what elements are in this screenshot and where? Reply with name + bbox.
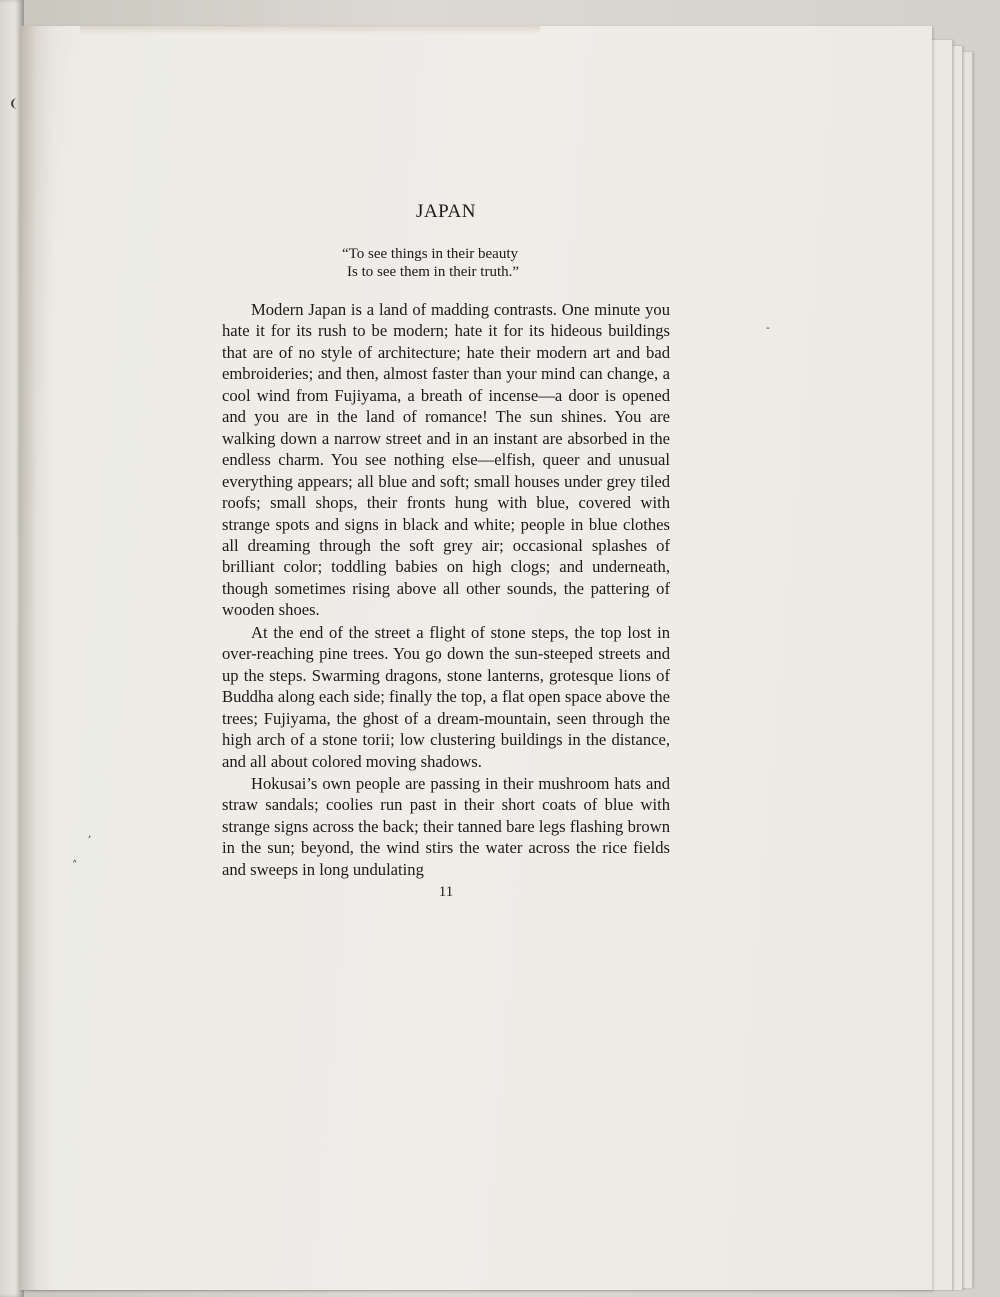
chapter-title: JAPAN bbox=[416, 201, 476, 222]
paper-speck: ˄ bbox=[72, 859, 78, 872]
epigraph-line: Is to see them in their truth.” bbox=[347, 264, 520, 280]
page-edge-wear bbox=[80, 26, 540, 34]
paragraph: At the end of the street a flight of stone steps, the top lost in over-reaching pine trees. You go down the sun-steeped streets and up the steps. Swarming dragons, stone lanterns, grotesque lions of Buddha along each side; finally the top, a flat open space above the trees; Fujiyama, the ghost of a dream-mountain, seen through the high arch of a stone torii; low clustering buildings in the distance, and all about colored moving shadows. bbox=[222, 622, 670, 771]
page-number: 11 bbox=[438, 884, 454, 901]
gutter-shadow bbox=[20, 26, 54, 1290]
page-text bbox=[222, 196, 670, 902]
paper-speck: - bbox=[766, 321, 770, 334]
paragraph: Hokusai’s own people are passing in their mushroom hats and straw sandals; coolies run past in their short coats of blue with strange signs across the back; their tanned bare legs flashing brown in the sun; beyond, the wind stirs the water across the rice fields and sweeps in long undulating bbox=[222, 773, 670, 879]
paragraph: Modern Japan is a land of madding contrasts. One minute you hate it for its rush to be modern; hate it for its hideous buildings that are of no style of architecture; hate their modern art and bad embroideries; and then, almost faster than your mind can change, a cool wind from Fujiyama, a breath of incense—a door is opened and you are in the land of romance! The sun shines. You are walking down a narrow street and in an instant are absorbed in the endless charm. You see nothing else—elfish, queer and unusual everything appears; all blue and soft; small houses under grey tiled roofs; small shops, their fronts hung with blue, covered with strange spots and signs in black and white; people in blue clothes all dreaming through the soft grey air; occasional splashes of brilliant color; toddling babies on high clogs; and underneath, though sometimes rising above all other sounds, the pattering of wooden shoes. bbox=[222, 300, 670, 620]
paper-speck: ❨ bbox=[9, 97, 19, 110]
epigraph-line: “To see things in their beauty bbox=[342, 246, 518, 262]
epigraph bbox=[342, 245, 670, 281]
paper-speck: , bbox=[88, 827, 92, 840]
